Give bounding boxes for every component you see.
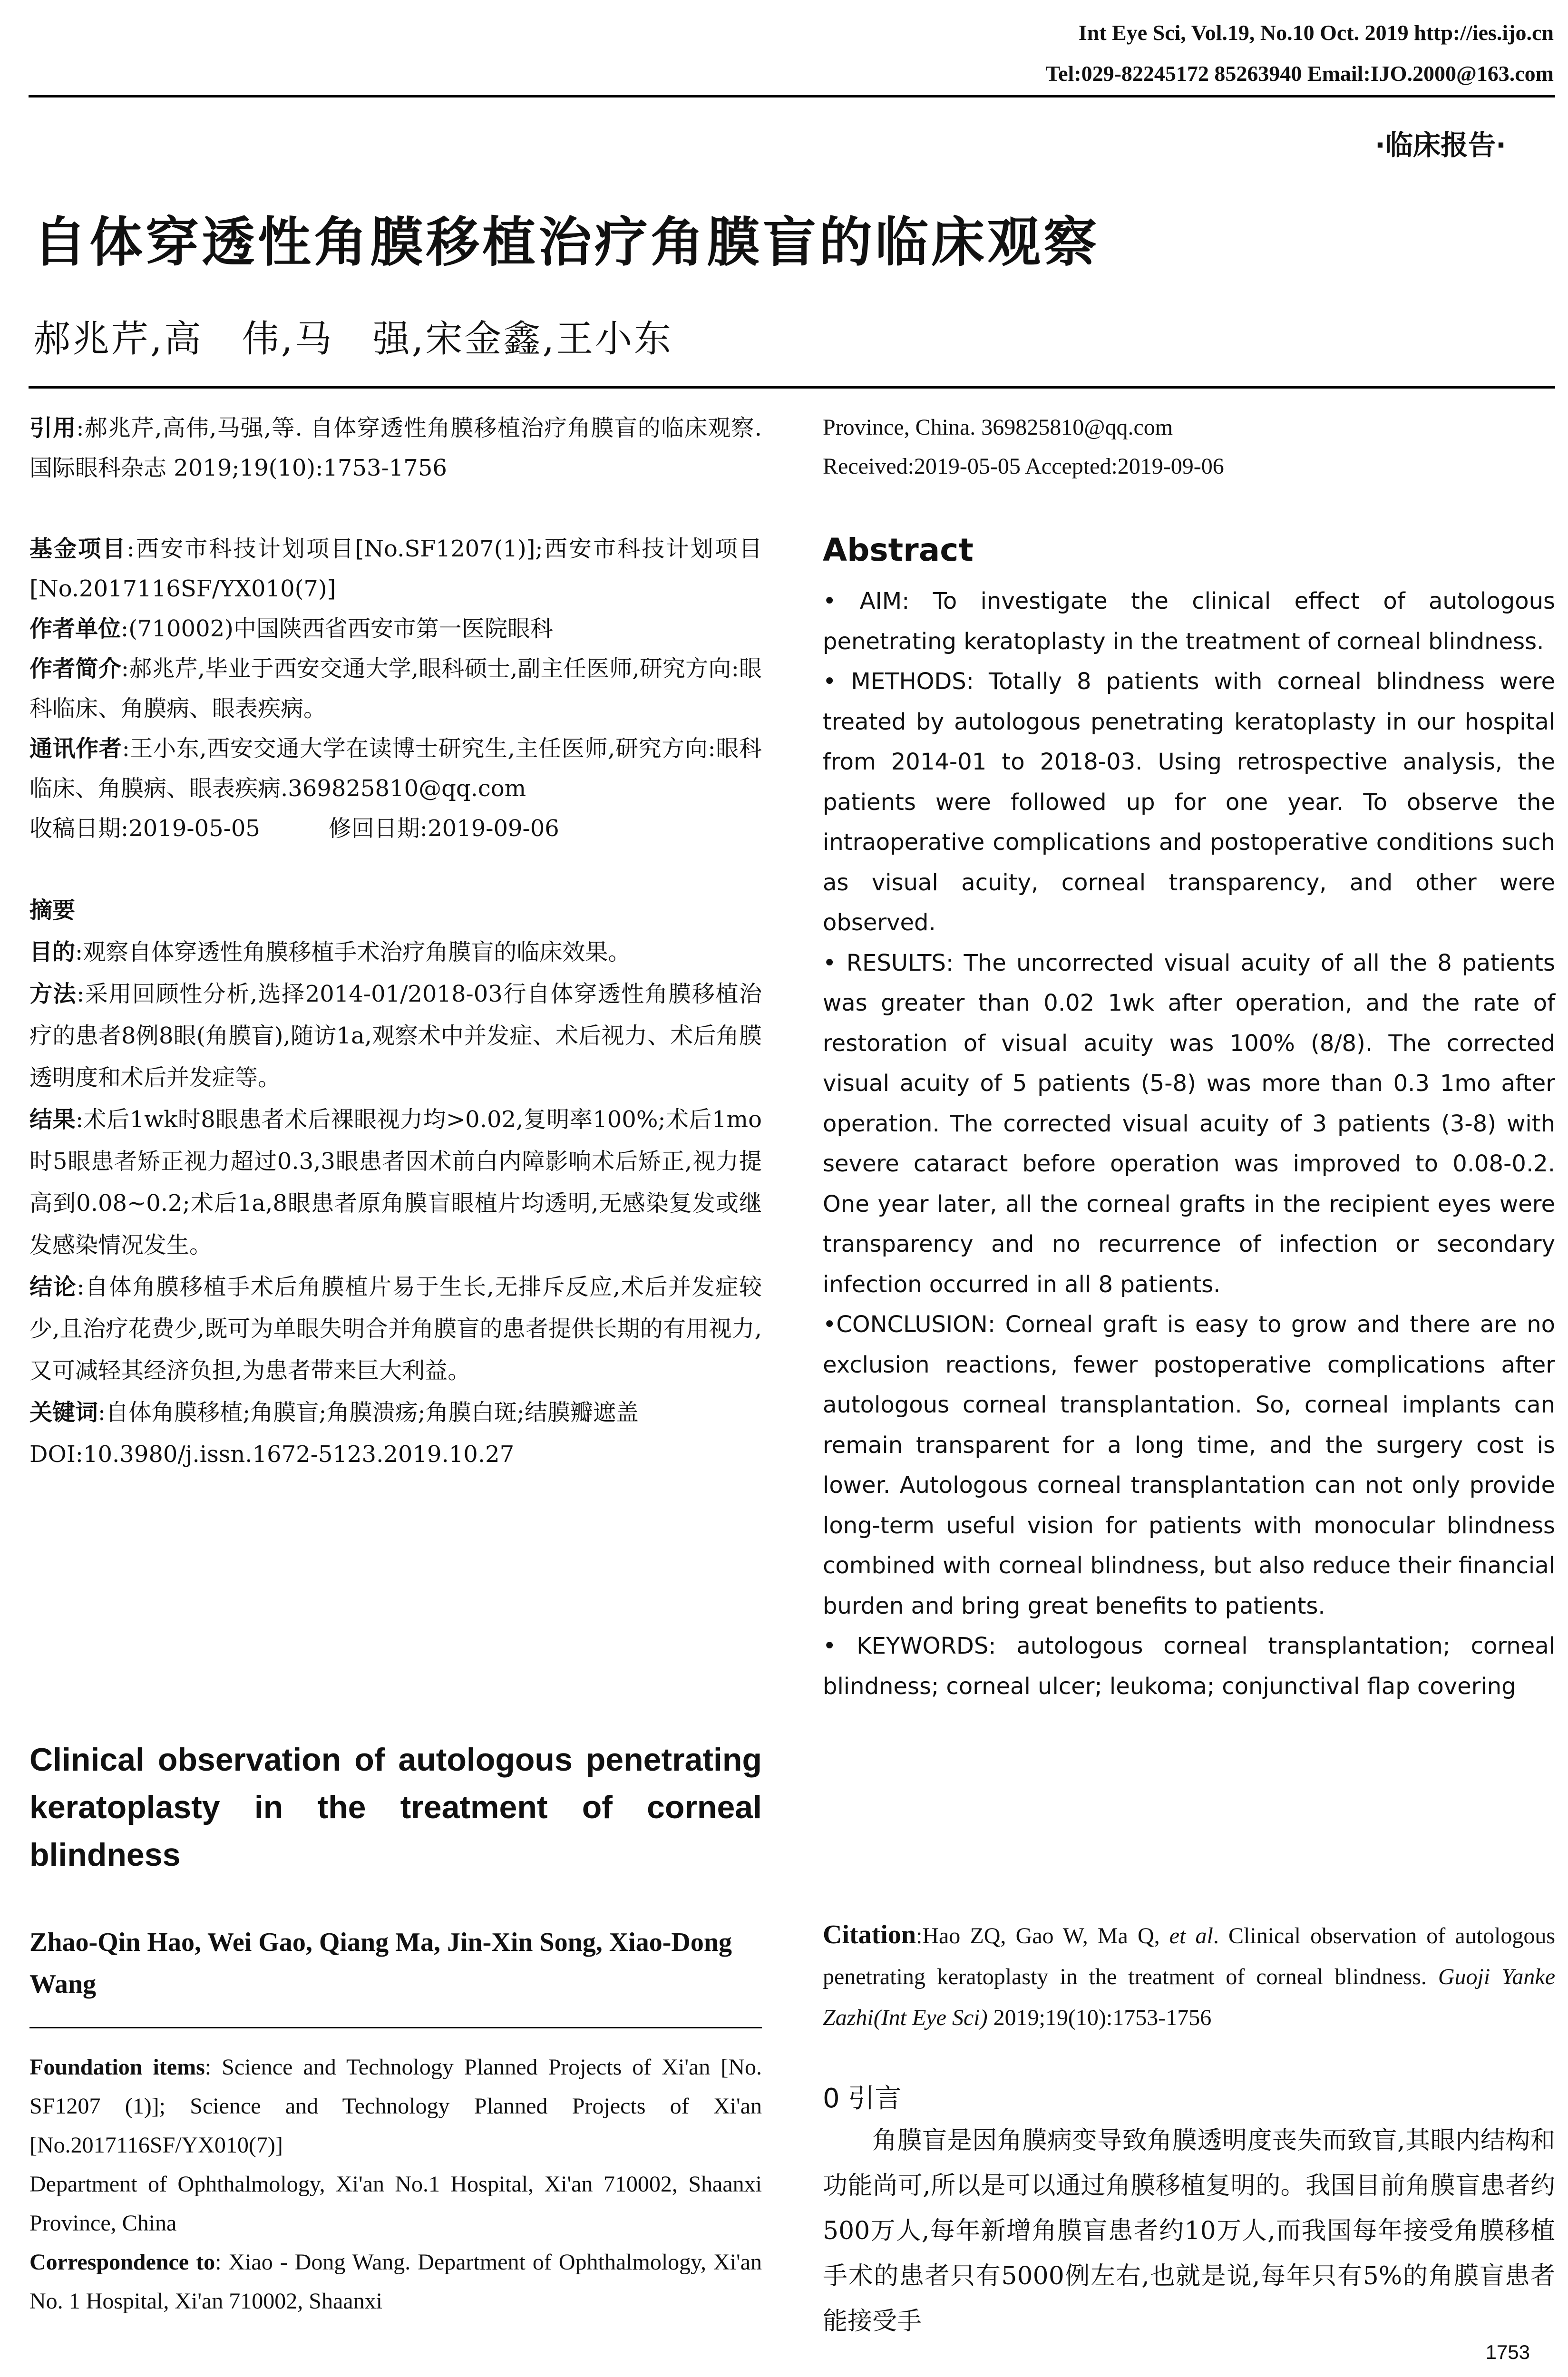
correspondence-text: : Xiao - Dong Wang. Department of Ophthalmology, Xi'an No. 1 Hospital, Xi'an 710002, Shaanxi — [29, 2250, 762, 2314]
bio-text: :郝兆芹,毕业于西安交通大学,眼科硕士,副主任医师,研究方向:眼科临床、角膜病、眼表疾病。 — [29, 655, 762, 722]
corr-label: 通讯作者 — [29, 735, 122, 762]
abstract-methods: • METHODS: Totally 8 patients with corneal blindness were treated by autologous penetrating keratoplasty in our hospital from 2014-01 to 2018-03. Using retrospective analysis, the patients were followed up for one year. To observe the intraoperative complications and postoperative conditions such as visual acuity, corneal transparency, and other were observed. — [823, 668, 1555, 936]
bio-label: 作者简介 — [29, 655, 121, 682]
citation-text: :郝兆芹,高伟,马强,等. 自体穿透性角膜移植治疗角膜盲的临床观察. 国际眼科杂志 2019;19(10):1753-1756 — [29, 415, 762, 481]
unit-text: :(710002)中国陕西省西安市第一医院眼科 — [121, 615, 553, 642]
en-citation-journal: Guoji Yanke Zazhi(Int Eye Sci) — [823, 1964, 1556, 2030]
english-abstract — [823, 581, 1555, 1706]
results-text: :术后1wk时8眼患者术后裸眼视力均>0.02,复明率100%;术后1mo时5眼患者矫正视力超过0.3,3眼患者因术前白内障影响术后矫正,视力提高到0.08~0.2;术后1a,8眼患者原角膜盲眼植片均透明,无感染复发或继发感染情况发生。 — [29, 1106, 762, 1258]
abstract-heading: Abstract — [823, 532, 974, 568]
foundation-label: Foundation items — [29, 2055, 205, 2080]
chinese-citation — [29, 408, 762, 488]
en-citation-pre: :Hao ZQ, Gao W, Ma Q, — [916, 1923, 1169, 1948]
unit-label: 作者单位 — [29, 615, 121, 642]
corr-text: :王小东,西安交通大学在读博士研究生,主任医师,研究方向:眼科临床、角膜病、眼表疾病.369825810@qq.com — [29, 735, 762, 802]
contact-line: Tel:029-82245172 85263940 Email:IJO.2000@163.com — [1045, 61, 1554, 86]
author-list: 郝兆芹,高 伟,马 强,宋金鑫,王小东 — [33, 318, 673, 360]
dates-text: 收稿日期:2019-05-05 修回日期:2019-09-06 — [29, 815, 559, 842]
abstract-aim: • AIM: To investigate the clinical effect of autologous penetrating keratoplasty in the treatment of corneal blindness. — [823, 588, 1555, 655]
purpose-label: 目的 — [29, 939, 76, 965]
journal-line: Int Eye Sci, Vol.19, No.10 Oct. 2019 http://ies.ijo.cn — [1078, 20, 1554, 45]
methods-text: :采用回顾性分析,选择2014-01/2018-03行自体穿透性角膜移植治疗的患者8例8眼(角膜盲),随访1a,观察术中并发症、术后视力、术后角膜透明度和术后并发症等。 — [29, 981, 762, 1091]
english-authors: Zhao-Qin Hao, Wei Gao, Qiang Ma, Jin-Xin Song, Xiao-Dong Wang — [29, 1928, 732, 1999]
en-citation-post: 2019;19(10):1753-1756 — [987, 2005, 1212, 2030]
header-rule — [29, 95, 1555, 97]
intro-text: 角膜盲是因角膜病变导致角膜透明度丧失而致盲,其眼内结构和功能尚可,所以是可以通过角膜移植复明的。我国目前角膜盲患者约500万人,每年新增角膜盲患者约10万人,而我国每年接受角膜移植手术的患者只有5000例左右,也就是说,每年只有5%的角膜盲患者能接受手 — [823, 2126, 1555, 2336]
abstract-results: • RESULTS: The uncorrected visual acuity of all the 8 patients was greater than 0.02 1wk after operation, and the rate of restoration of visual acuity was 100% (8/8). The corrected visual acuity of 5 patients (5-8) was more than 0.3 1mo after operation. The corrected visual acuity of 3 patients (3-8) with severe cataract before operation was improved to 0.08-0.2. One year later, all the corneal grafts in the recipient eyes were transparency and no recurrence of infection or secondary infection occurred in all 8 patients. — [823, 949, 1555, 1298]
en-citation-etal: et al — [1169, 1923, 1213, 1948]
keywords-label: 关键词 — [29, 1399, 98, 1426]
conclusion-label: 结论 — [29, 1274, 77, 1300]
intro-body — [823, 2118, 1555, 2344]
department-text: Department of Ophthalmology, Xi'an No.1 Hospital, Xi'an 710002, Shaanxi Province, China — [29, 2172, 762, 2236]
methods-label: 方法 — [29, 981, 77, 1007]
doi-text: DOI:10.3980/j.issn.1672-5123.2019.10.27 — [29, 1441, 515, 1468]
en-citation-label: Citation — [823, 1920, 916, 1949]
english-title: Clinical observation of autologous penetrating keratoplasty in the treatment of corneal blindness — [29, 1742, 762, 1873]
page-title: 自体穿透性角膜移植治疗角膜盲的临床观察 — [33, 212, 1100, 273]
cn-abstract-heading: 摘要 — [29, 897, 76, 924]
intro-heading: 0 引言 — [823, 2083, 902, 2114]
correspondence-continued — [823, 408, 1555, 486]
en-citation-mid: . Clinical observation of autologous penetrating keratoplasty in the treatment of corneal blindness. — [823, 1923, 1555, 1989]
results-label: 结果 — [29, 1106, 76, 1133]
chinese-abstract — [29, 889, 762, 1475]
foundation-text: : Science and Technology Planned Projects of Xi'an [No. SF1207 (1)]; Science and Technology Planned Projects of Xi'an [No.2017116SF/YX010(7)] — [29, 2055, 762, 2158]
conclusion-text: :自体角膜移植手术后角膜植片易于生长,无排斥反应,术后并发症较少,且治疗花费少,既可为单眼失明合并角膜盲的患者提供长期的有用视力,又可减轻其经济负担,为患者带来巨大利益。 — [29, 1274, 762, 1384]
province-line: Province, China. 369825810@qq.com — [823, 415, 1173, 440]
funding-text: :西安市科技计划项目[No.SF1207(1)];西安市科技计划项目[No.2017116SF/YX010(7)] — [29, 536, 762, 602]
abstract-conclusion: •CONCLUSION: Corneal graft is easy to grow and there are no exclusion reactions, fewer postoperative complications after autologous corneal transplantation. So, corneal implants can remain transparent for a long time, and the surgery cost is lower. Autologous corneal transplantation can not only provide long-term useful vision for patients with monocular blindness combined with corneal blindness, but also reduce their financial burden and bring great benefits to patients. — [823, 1311, 1555, 1619]
correspondence-label: Correspondence to — [29, 2250, 215, 2275]
page-number: 1753 — [1485, 2341, 1530, 2363]
english-affiliations — [29, 2048, 762, 2321]
english-citation — [823, 1914, 1555, 2038]
purpose-text: :观察自体穿透性角膜移植手术治疗角膜盲的临床效果。 — [75, 939, 631, 965]
title-rule — [29, 386, 1555, 389]
received-line: Received:2019-05-05 Accepted:2019-09-06 — [823, 454, 1224, 479]
section-label: ·临床报告· — [1374, 129, 1506, 161]
funding-label: 基金项目 — [29, 536, 127, 562]
author-rule — [29, 2027, 762, 2028]
citation-label: 引用 — [29, 415, 77, 441]
keywords-text: :自体角膜移植;角膜盲;角膜溃疡;角膜白斑;结膜瓣遮盖 — [98, 1399, 639, 1426]
abstract-keywords: • KEYWORDS: autologous corneal transplantation; corneal blindness; corneal ulcer; leukoma; conjunctival flap covering — [823, 1633, 1555, 1700]
author-info — [29, 529, 762, 848]
